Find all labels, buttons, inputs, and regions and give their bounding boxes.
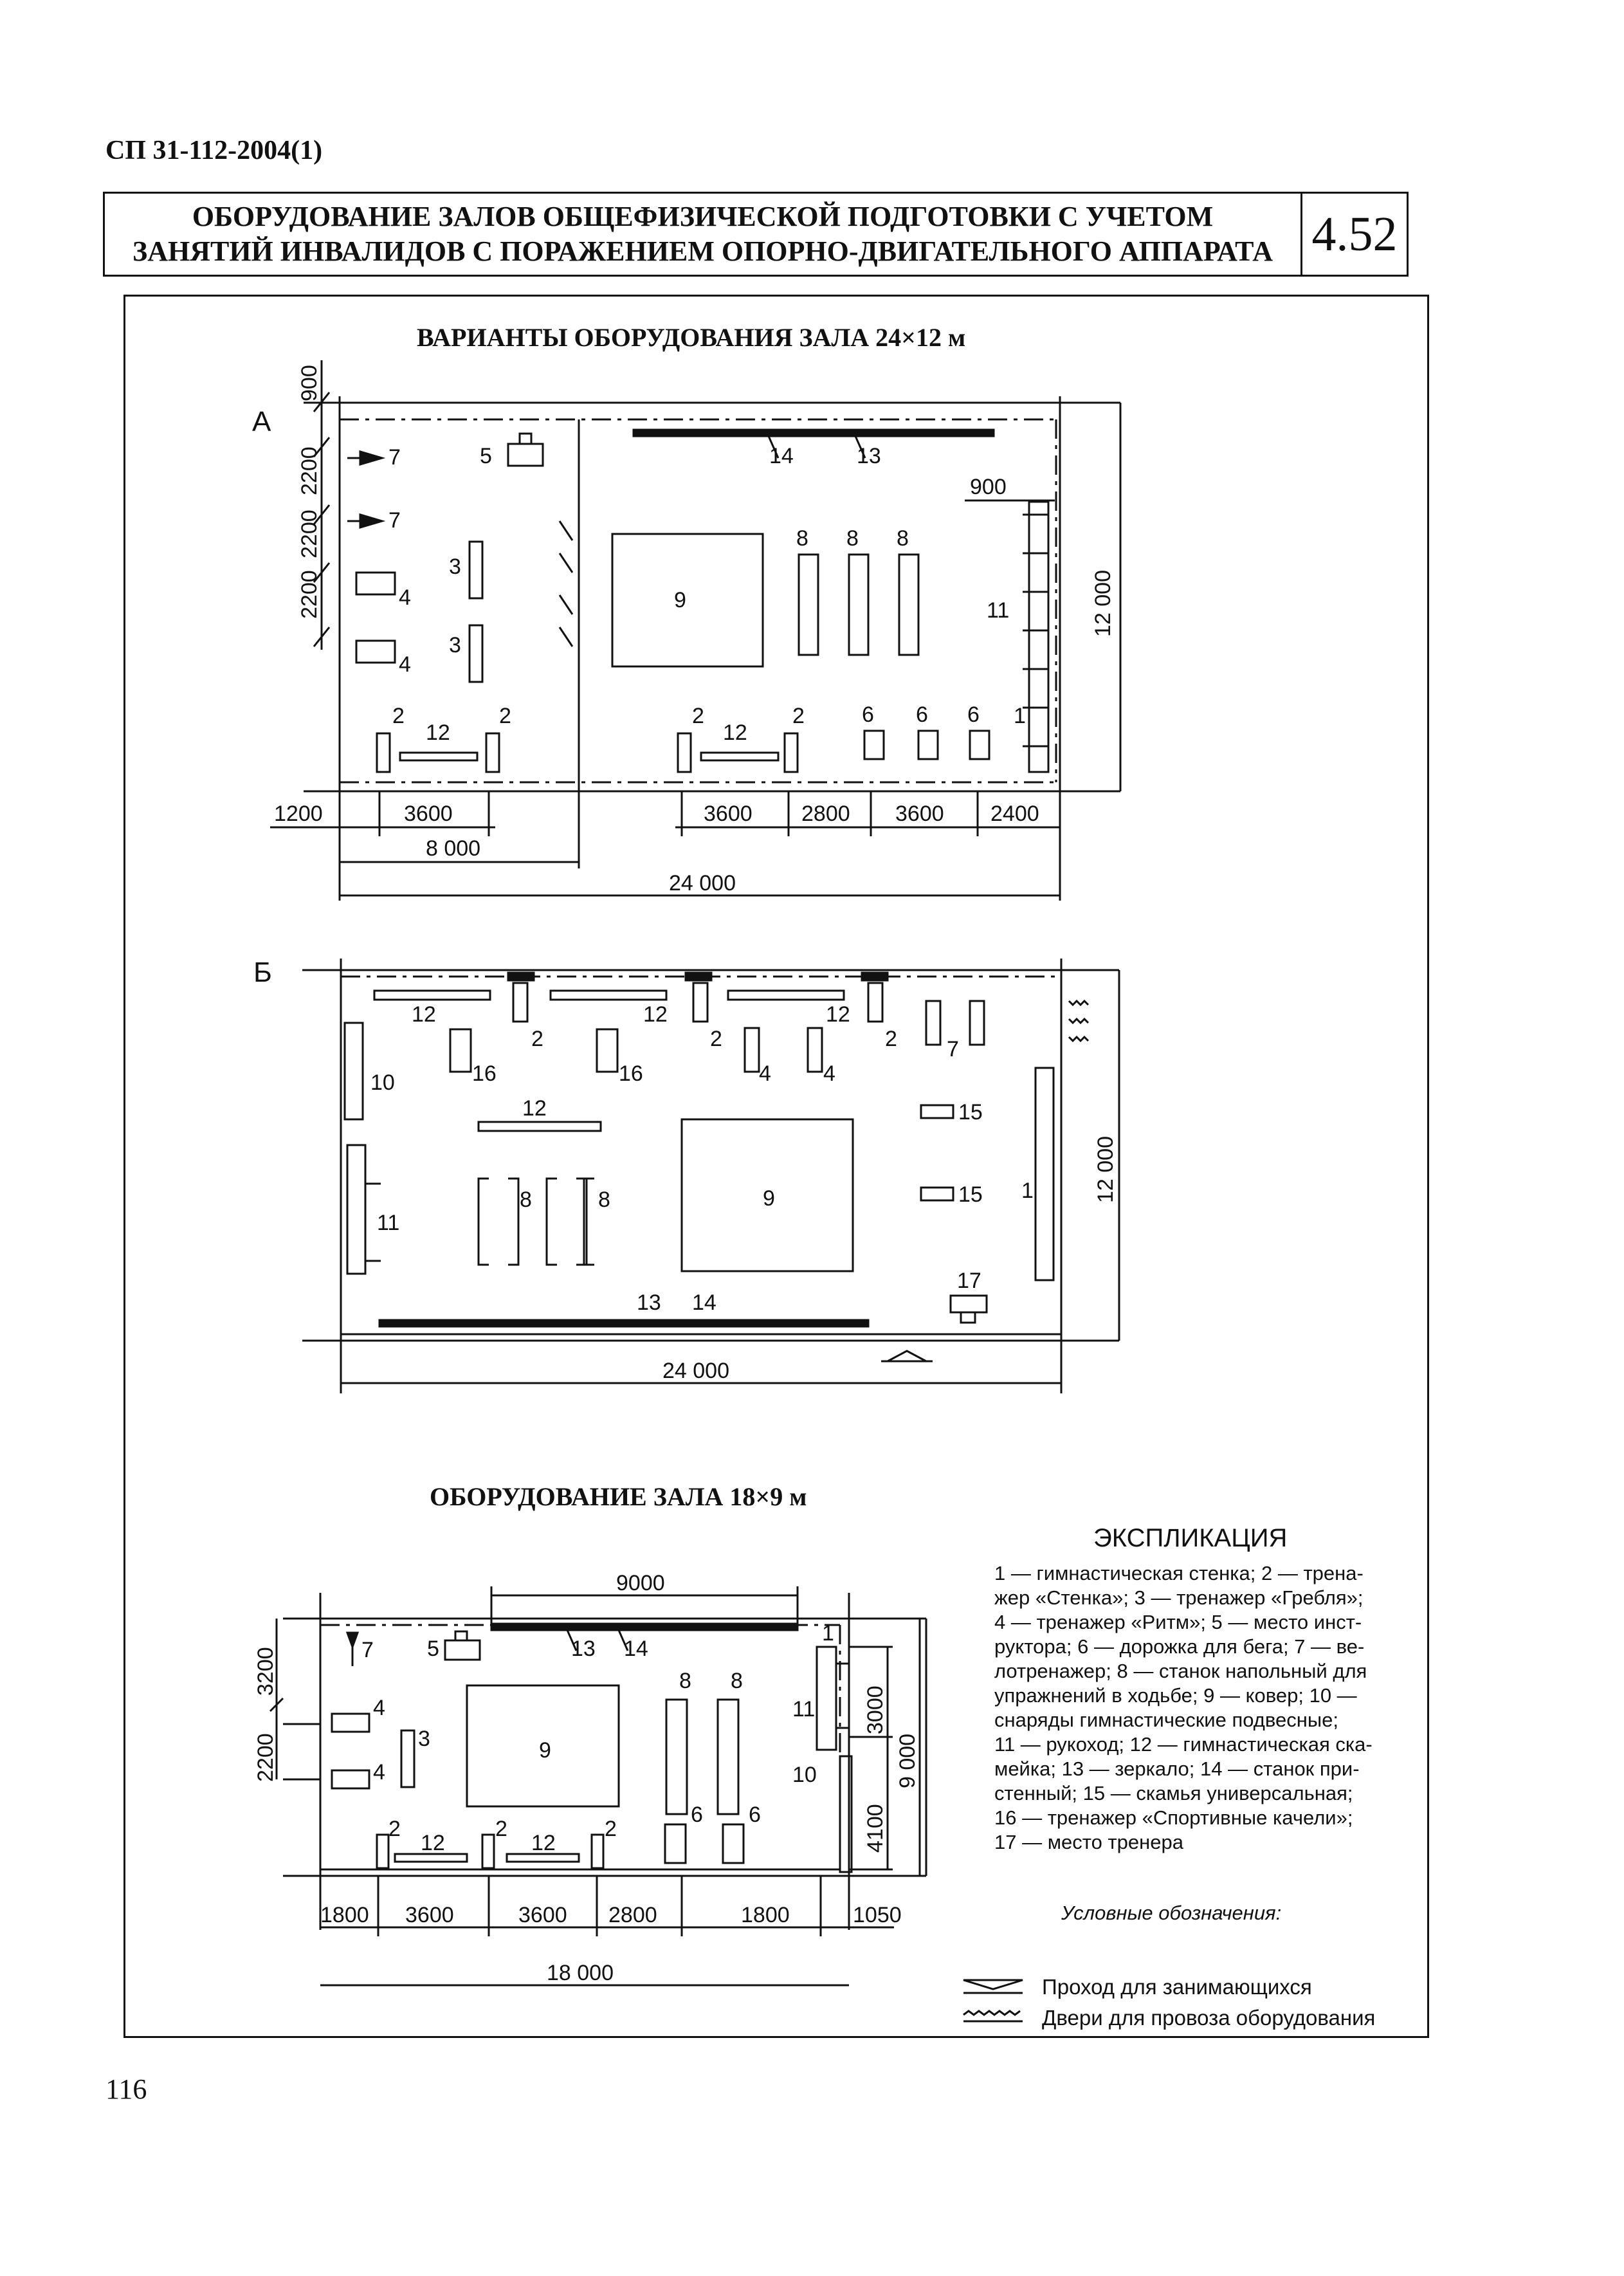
plan-c-dim-3000: 3000 [863,1685,888,1734]
explication-line: 4 — тренажер «Ритм»; 5 — место инст- [994,1611,1362,1633]
plan-a-label-2b: 2 [499,704,511,728]
legend-symbols [963,1980,1023,2021]
plan-c-dim-bottom-3: 2800 [608,1903,657,1927]
plan-b-label-4b: 4 [823,1061,835,1086]
plan-a-label-2d: 2 [792,704,805,728]
plan-a-dim-12000: 12 000 [1091,570,1115,637]
plan-c-label-2c: 2 [605,1817,617,1841]
plan-c-dim-bottom-0: 1800 [320,1903,369,1927]
plan-b-label-11: 11 [377,1211,400,1235]
explication-line: 16 — тренажер «Спортивные качели»; [994,1806,1353,1829]
plan-a-label-13: 13 [857,444,881,468]
plan-a-label-3a: 3 [449,555,461,579]
plan-b-label-12d: 12 [522,1096,547,1121]
plan-c-label-2b: 2 [495,1817,507,1841]
plan-a-label-6a: 6 [862,702,874,727]
plan-a-dim-8000: 8 000 [426,836,481,861]
explication-line: руктора; 6 — дорожка для бега; 7 — ве- [994,1635,1365,1658]
plan-c-label-12a: 12 [421,1831,445,1855]
explication-line: 17 — место тренера [994,1831,1183,1853]
plan-b-dim-24000: 24 000 [662,1359,729,1383]
plan-a-dim-bottom-3: 2800 [801,802,850,826]
plan-a-letter: А [252,406,271,437]
explication-line: жер «Стенка»; 3 — тренажер «Гребля»; [994,1586,1364,1609]
legend-passage: Проход для занимающихся [1042,1975,1312,1999]
plan-c-label-9: 9 [539,1738,551,1763]
plan-c-label-1: 1 [822,1621,834,1646]
plan-c-label-8a: 8 [679,1669,691,1693]
plan-a-dim-bottom-4: 3600 [895,802,944,826]
plan-b-label-14: 14 [692,1290,716,1315]
plan-c-dim-bottom-2: 3600 [518,1903,567,1927]
plan-b-label-12c: 12 [826,1002,850,1027]
plan-c-label-5: 5 [427,1637,439,1661]
plan-c-label-12b: 12 [531,1831,556,1855]
plan-c-dim-18000: 18 000 [547,1961,614,1985]
plan-a-dim-24000: 24 000 [669,871,736,895]
plan-a-label-8c: 8 [897,526,909,551]
plan-c-label-13: 13 [571,1637,596,1661]
plan-c-label-6a: 6 [691,1803,703,1827]
plan-b-label-2c: 2 [885,1027,897,1051]
plan-b-label-8a: 8 [520,1188,532,1212]
plan-b-label-1: 1 [1021,1179,1034,1203]
plan-b-label-12b: 12 [643,1002,668,1027]
plan-a-label-14: 14 [769,444,794,468]
plan-a-label-2c: 2 [692,704,704,728]
plan-b-label-9: 9 [763,1186,775,1211]
plan-c-label-14: 14 [624,1637,648,1661]
plan-c-dim-bottom-4: 1800 [741,1903,790,1927]
plan-a-label-8a: 8 [796,526,808,551]
plan-a-label-8b: 8 [846,526,859,551]
plan-a-label-11: 11 [987,598,1010,623]
plan-a-dim-bottom-5: 2400 [990,802,1039,826]
plan-b-letter: Б [253,957,272,988]
plan-a-dim-left-1: 2200 [297,446,322,495]
plan-a-dim-left-0: 900 [297,365,322,401]
plan-b-label-2a: 2 [531,1027,543,1051]
plan-b-label-8b: 8 [598,1188,610,1212]
plan-a-label-1: 1 [1014,704,1026,728]
explication-line: мейка; 13 — зеркало; 14 — станок при- [994,1757,1360,1780]
plan-a-dim-left-3: 2200 [297,570,322,619]
plan-c-dim-bottom-1: 3600 [405,1903,454,1927]
plan-b-label-15a: 15 [958,1100,983,1124]
plan-b-dim-12000: 12 000 [1093,1136,1118,1203]
plan-c-label-2a: 2 [388,1817,401,1841]
plan-a-label-7b: 7 [388,508,401,533]
plan-c-label-6b: 6 [749,1803,761,1827]
plan-b-label-17: 17 [957,1269,981,1293]
plan-b-label-13: 13 [637,1290,661,1315]
plan-a-label-12b: 12 [723,720,747,745]
plan-a-label-7a: 7 [388,445,401,470]
plan-a-dim-left-2: 2200 [297,509,322,558]
plan-c-label-11: 11 [792,1697,816,1721]
plan-b-label-2b: 2 [710,1027,722,1051]
plan-c-dim-left-1: 2200 [253,1733,278,1782]
title-line-1: ОБОРУДОВАНИЕ ЗАЛОВ ОБЩЕФИЗИЧЕСКОЙ ПОДГОТОВКИ С УЧЕТОМ [192,201,1214,232]
plan-c-label-7: 7 [361,1638,374,1662]
plan-a-label-9: 9 [674,588,686,612]
plan-b-label-4a: 4 [759,1061,771,1086]
title-line-2: ЗАНЯТИЙ ИНВАЛИДОВ С ПОРАЖЕНИЕМ ОПОРНО-ДВИГАТЕЛЬНОГО АППАРАТА [132,235,1273,267]
plan-c-label-10: 10 [792,1763,817,1787]
plan-a-dim-900: 900 [970,475,1007,499]
explication-line: 1 — гимнастическая стенка; 2 — трена- [994,1562,1364,1584]
plan-a-dim-bottom-2: 3600 [704,802,753,826]
explication-line: стенный; 15 — скамья универсальная; [994,1782,1353,1804]
plan-a-label-6c: 6 [967,702,980,727]
plan-c-dim-left-0: 3200 [253,1647,278,1696]
explication-heading: ЭКСПЛИКАЦИЯ [1093,1524,1288,1552]
explication-line: снаряды гимнастические подвесные; [994,1709,1339,1731]
legend-title: Условные обозначения: [1061,1902,1282,1924]
plan-a-label-4b: 4 [399,652,411,677]
plan-a-label-12a: 12 [426,720,450,745]
page-number: 116 [105,2073,147,2105]
plan-b-label-12a: 12 [412,1002,436,1027]
plan-c-dim-4100: 4100 [863,1804,888,1853]
plan-b-label-7: 7 [947,1037,959,1061]
explication-line: лотренажер; 8 — станок напольный для [994,1660,1367,1682]
plan-a-label-2a: 2 [392,704,405,728]
plan-b-label-10: 10 [370,1070,395,1095]
section1-heading: ВАРИАНТЫ ОБОРУДОВАНИЯ ЗАЛА 24×12 м [417,323,966,352]
explication-line: 11 — рукоход; 12 — гимнастическая ска- [994,1733,1373,1756]
explication-line: упражнений в ходьбе; 9 — ковер; 10 — [994,1684,1357,1707]
plan-a-label-3b: 3 [449,633,461,657]
plan-a-dim-bottom-1: 3600 [404,802,453,826]
plan-b-label-16a: 16 [472,1061,497,1086]
plan-c-label-4a: 4 [373,1696,385,1720]
plan-c-dim-9000-top: 9000 [616,1571,665,1595]
sheet-number: 4.52 [1311,206,1398,261]
legend-doors: Двери для провоза оборудования [1042,2006,1376,2030]
plan-b-label-15b: 15 [958,1182,983,1207]
plan-a-label-5: 5 [480,444,492,468]
plan-a-label-4a: 4 [399,585,411,610]
section2-heading: ОБОРУДОВАНИЕ ЗАЛА 18×9 м [430,1482,807,1511]
plan-a-dim-bottom-0: 1200 [274,802,323,826]
plan-c-dim-9000-right: 9 000 [895,1733,920,1788]
plan-c-label-4b: 4 [373,1760,385,1785]
plan-b-label-16b: 16 [619,1061,643,1086]
plan-c-label-8b: 8 [731,1669,743,1693]
plan-c-dim-bottom-5: 1050 [853,1903,902,1927]
plan-c-label-3: 3 [418,1727,430,1751]
document-code: СП 31-112-2004(1) [105,136,323,165]
plan-a-label-6b: 6 [916,702,928,727]
